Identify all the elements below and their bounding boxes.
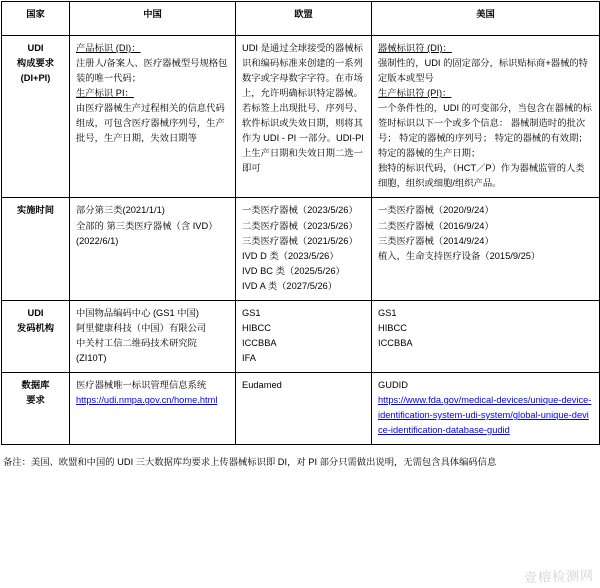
china-database-link[interactable]: https://udi.nmpa.gov.cn/home.html — [76, 394, 218, 405]
row-header-line: 数据库 — [21, 379, 50, 390]
cell-paragraph: 强制性的，UDI 的固定部分，标识贴标商+器械的特定版本或型号 — [378, 58, 588, 84]
cell-paragraph: 器械标识符 (DI)： — [378, 43, 452, 53]
cell-paragraph: 注册人/备案人、医疗器械型号规格包装的唯一代码； — [76, 58, 228, 84]
cell-paragraph: GS1 — [378, 307, 397, 318]
cell-paragraph: 一类医疗器械（2023/5/26） — [242, 205, 358, 216]
column-header-country: 国家 — [2, 2, 70, 36]
cell-paragraph: IVD BC 类（2025/5/26） — [242, 265, 345, 276]
cell-us-composition — [372, 36, 600, 198]
udi-comparison-table — [1, 1, 600, 445]
row-header-line: UDI — [27, 307, 44, 318]
row-header-line: 构成要求 — [16, 58, 55, 69]
cell-china-database — [70, 372, 236, 444]
cell-paragraph: GS1 — [242, 307, 261, 318]
table-row — [2, 300, 600, 372]
column-header-eu: 欧盟 — [236, 2, 372, 36]
column-header-us: 美国 — [372, 2, 600, 36]
column-header-china: 中国 — [70, 2, 236, 36]
cell-paragraph: UDI 是通过全球接受的器械标识和编码标准来创建的一系列数字或字母数字字符。在市场上，允许明确标识特定器械。 — [242, 43, 363, 99]
row-header-line: UDI — [27, 43, 44, 53]
cell-paragraph: HIBCC — [242, 322, 271, 333]
cell-paragraph: 产品标识 (DI)： — [76, 43, 141, 53]
cell-paragraph: 独特的标识代码，（HCT／P）作为器械监管的人类细胞，组织或细胞/组织产品。 — [378, 163, 585, 189]
cell-china-agency — [70, 300, 236, 372]
cell-paragraph: 医疗器械唯一标识管理信息系统 — [76, 379, 207, 390]
cell-paragraph: 中国物品编码中心 (GS1 中国) — [76, 307, 199, 318]
footnote-text: 备注：美国、欧盟和中国的 UDI 三大数据库均要求上传器械标识即 DI，对 PI 部分只需做出说明，无需包含具体编码信息 — [3, 457, 497, 468]
cell-paragraph: 二类医疗器械（2016/9/24） — [378, 220, 494, 231]
cell-paragraph: 生产标识符 (PI)： — [378, 88, 452, 99]
cell-paragraph: 三类医疗器械（2021/5/26） — [242, 235, 358, 246]
us-database-link[interactable]: https://www.fda.gov/medical-devices/unique-device-identification-system-udi-system/global-unique-device-identification-database-gudid — [378, 394, 592, 436]
cell-us-agency — [372, 300, 600, 372]
cell-paragraph: 阿里健康科技（中国）有限公司 — [76, 322, 207, 333]
row-header-issuing-agency — [2, 300, 70, 372]
cell-paragraph: HIBCC — [378, 322, 407, 333]
row-header-implementation-time: 实施时间 — [2, 198, 70, 300]
cell-us-database — [372, 372, 600, 444]
cell-paragraph: 植入，生命支持医疗设备（2015/9/25） — [378, 250, 541, 261]
cell-paragraph: GUDID — [378, 379, 408, 390]
cell-paragraph: 一个条件性的，UDI 的可变部分，当包含在器械的标签时标识以下一个或多个信息： 器械制造时的批次号； 特定的器械的序列号； 特定的器械的有效期； 特定的器械的生产日期； — [378, 103, 592, 159]
cell-paragraph: 生产标识 PI： — [76, 88, 134, 99]
cell-paragraph: Eudamed — [242, 379, 282, 390]
table-row — [2, 372, 600, 444]
cell-eu-agency — [236, 300, 372, 372]
cell-paragraph: 二类医疗器械（2023/5/26） — [242, 220, 358, 231]
cell-paragraph: 全部的 第三类医疗器械（含 IVD）(2022/6/1) — [76, 220, 218, 246]
row-header-database-requirement — [2, 372, 70, 444]
cell-paragraph: 若标签上出现批号、序列号、软件标识或失效日期，则将其作为 UDI - PI 一部分。UDI-PI 上生产日期和失效日期二选一即可 — [242, 103, 364, 174]
cell-paragraph: 一类医疗器械（2020/9/24） — [378, 205, 494, 216]
cell-eu-implementation — [236, 198, 372, 300]
udi-comparison-document — [0, 1, 600, 588]
table-header-row — [2, 2, 600, 36]
row-header-udi-composition — [2, 36, 70, 198]
cell-eu-database — [236, 372, 372, 444]
cell-china-composition — [70, 36, 236, 198]
cell-us-implementation — [372, 198, 600, 300]
cell-paragraph: ICCBBA — [378, 337, 413, 348]
table-row — [2, 36, 600, 198]
cell-paragraph: 由医疗器械生产过程相关的信息代码组成，可包含医疗器械序列号，生产批号，生产日期，失效日期等 — [76, 103, 225, 144]
cell-paragraph: ICCBBA — [242, 337, 277, 348]
cell-china-implementation — [70, 198, 236, 300]
row-header-line: 发码机构 — [16, 322, 55, 333]
cell-eu-composition — [236, 36, 372, 198]
cell-paragraph: IVD D 类（2023/5/26） — [242, 250, 339, 261]
cell-paragraph: 部分第三类(2021/1/1) — [76, 205, 165, 216]
cell-paragraph: IFA — [242, 352, 256, 363]
row-header-line: 要求 — [26, 394, 45, 405]
cell-paragraph: 中关村工信二维码技术研究院 (ZI10T) — [76, 337, 197, 363]
watermark: 壹榕检测网 — [523, 567, 595, 586]
cell-paragraph: IVD A 类（2027/5/26） — [242, 280, 338, 291]
table-row — [2, 198, 600, 300]
row-header-line: (DI+PI) — [20, 73, 51, 84]
cell-paragraph: 三类医疗器械（2014/9/24） — [378, 235, 494, 246]
